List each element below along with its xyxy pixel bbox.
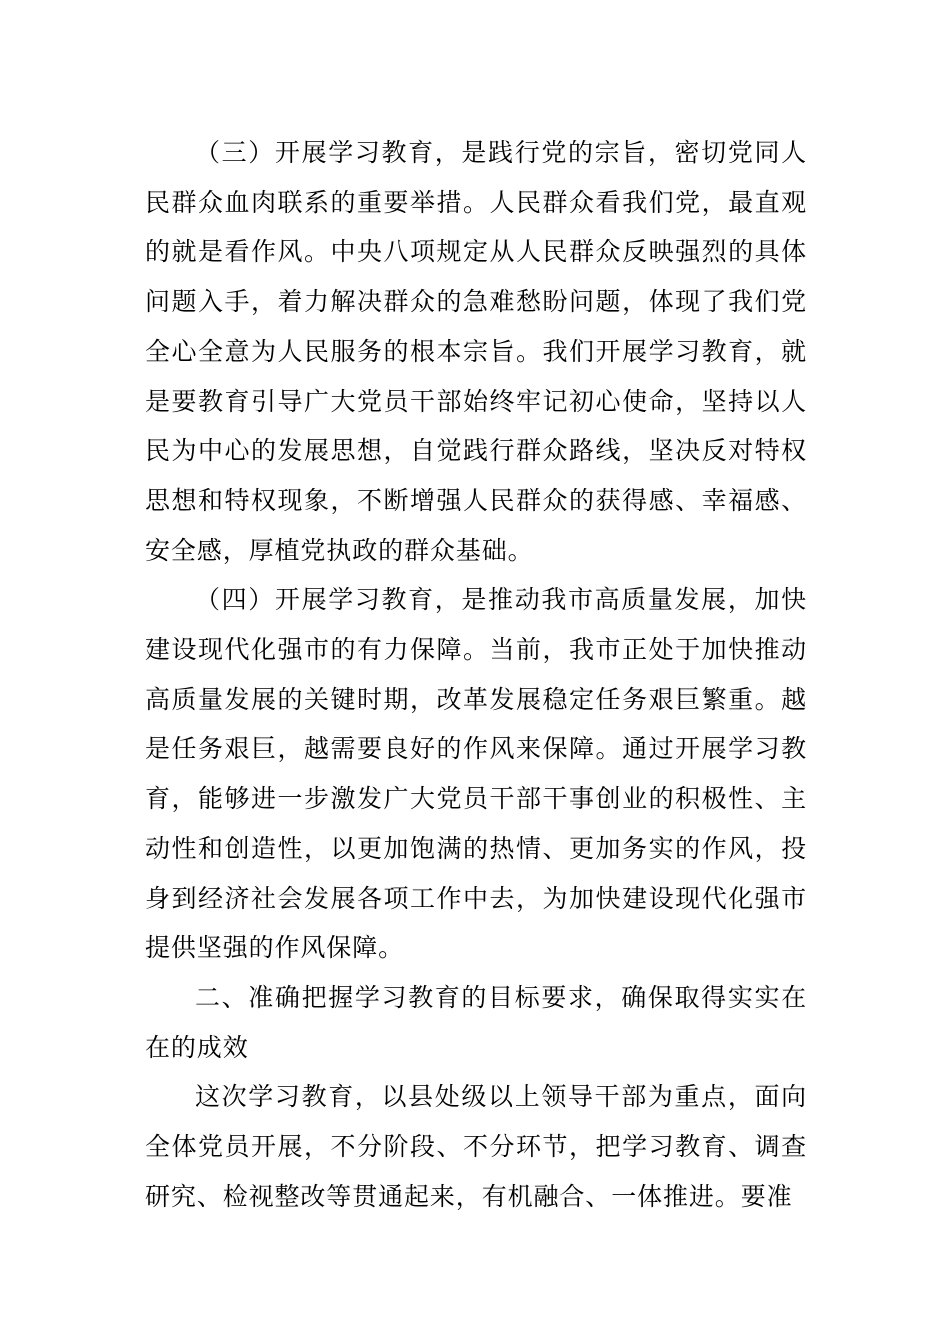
paragraph-section-four: （四）开展学习教育，是推动我市高质量发展，加快建设现代化强市的有力保障。当前，我市正处于加快推动高质量发展的关键时期，改革发展稳定任务艰巨繁重。越是任务艰巨，越需要良好的作风来保障。通过开展学习教育，能够进一步激发广大党员干部干事创业的积极性、主动性和创造性，以更加饱满的热情、更加务实的作风，投身到经济社会发展各项工作中去，为加快建设现代化强市提供坚强的作风保障。 <box>145 585 807 963</box>
paragraph-section-three: （三）开展学习教育，是践行党的宗旨，密切党同人民群众血肉联系的重要举措。人民群众看我们党，最直观的就是看作风。中央八项规定从人民群众反映强烈的具体问题入手，着力解决群众的急难愁盼问题，体现了我们党全心全意为人民服务的根本宗旨。我们开展学习教育，就是要教育引导广大党员干部始终牢记初心使命，坚持以人民为中心的发展思想，自觉践行群众路线，坚决反对特权思想和特权现象，不断增强人民群众的获得感、幸福感、安全感，厚植党执政的群众基础。 <box>145 138 807 565</box>
section-heading-two: 二、准确把握学习教育的目标要求，确保取得实实在在的成效 <box>145 982 807 1062</box>
paragraph-closing: 这次学习教育，以县处级以上领导干部为重点，面向全体党员开展，不分阶段、不分环节，把学习教育、调查研究、检视整改等贯通起来，有机融合、一体推进。要准 <box>145 1082 807 1211</box>
document-body <box>145 128 807 1221</box>
